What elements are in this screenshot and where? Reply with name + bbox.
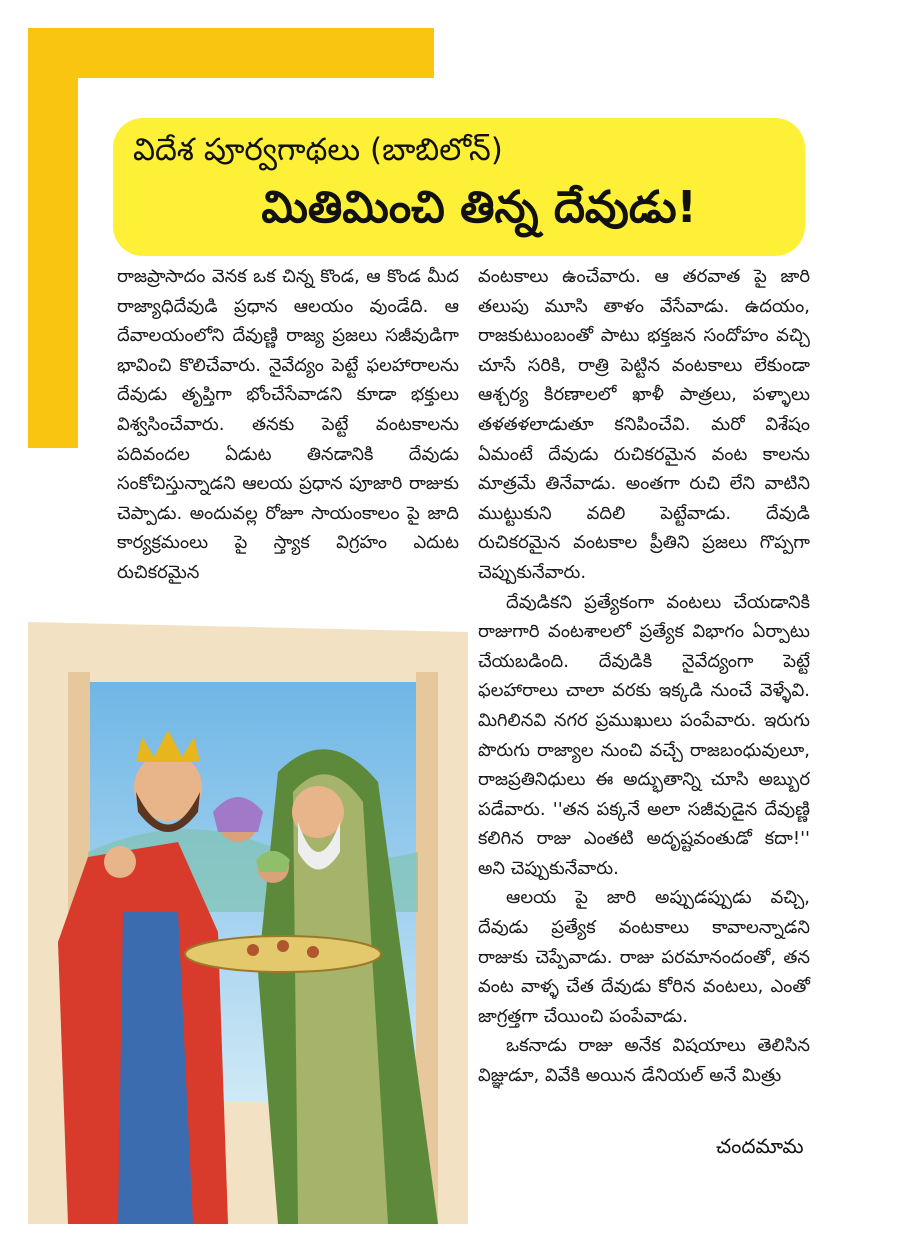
paragraph: దేవుడికని ప్రత్యేకంగా వంటలు చేయడానికి రాజుగారి వంటశాలలో ప్రత్యేక విభాగం ఏర్పాటు చేయబడింది. దేవుడికి నైవేద్యంగా పెట్టే ఫలహారాలు చాలా వరకు ఇక్కడి నుంచే వెళ్ళేవి. మిగిలినవి నగర ప్రముఖులు పంపేవారు. ఇరుగు పొరుగు రాజ్యాల నుంచి వచ్చే రాజబంధువులూ, రాజప్రతినిధులు ఈ అద్భుతాన్ని చూసి అబ్బుర పడేవారు. ''తన పక్కనే అలా సజీవుడైన దేవుణ్ణి కలిగిన రాజు ఎంతటి అదృష్టవంతుడో కదా!'' అని చెప్పుకునేవారు. xyxy=(478,591,810,879)
paragraph xyxy=(478,262,810,588)
title-banner xyxy=(113,118,805,256)
paragraph: ఆలయ పై జారి అప్పుడప్పుడు వచ్చి, దేవుడు ప్రత్యేక వంటకాలు కావాలన్నాడని రాజుకు చెప్పేవాడు. రాజు పరమానందంతో, తన వంట వాళ్ళ చేత దేవుడు కోరిన వంటలు, ఎంతో జాగ్రత్తగా చేయించి పంపేవాడు. xyxy=(478,887,810,1027)
paragraph-continuation: వంటకాలు ఉంచేవారు. ఆ తరవాత పై జారి xyxy=(478,266,810,287)
story-illustration xyxy=(28,612,468,1224)
paragraph-continuation-rest: తలుపు మూసి తాళం వేసేవాడు. ఉదయం, రాజకుటుంబంతో పాటు భక్తజన సందోహం వచ్చి చూసే సరికి, రాత్రి పెట్టిన వంటకాలు లేకుండా ఆశ్చర్య కిరణాలలో ఖాళీ పాత్రలు, పళ్ళాలు తళతళలాడుతూ కనిపించేవి. మరో విశేషం ఏమంటే దేవుడు రుచికరమైన వంట కాలను మాత్రమే తినేవాడు. అంతగా రుచి లేని వాటిని ముట్టుకుని వదిలి పెట్టేవాడు. దేవుడి రుచికరమైన వంటకాల ప్రీతిని ప్రజలు గొప్పగా చెప్పుకునేవారు. xyxy=(478,295,810,583)
paragraph: రాజప్రాసాదం వెనక ఒక చిన్న కొండ, ఆ కొండ మీద రాజ్యాధిదేవుడి ప్రధాన ఆలయం వుండేది. ఆ దేవాలయంలోని దేవుణ్ణి రాజ్య ప్రజలు సజీవుడిగా భావించి కొలిచేవారు. నైవేద్యం పెట్టే ఫలహారాలను దేవుడు తృప్తిగా భోంచేసేవాడని కూడా భక్తులు విశ్వసించేవారు. తనకు పెట్టే వంటకాలను పదివందల ఏడుట తినడానికి దేవుడు సంకోచిస్తున్నాడని ఆలయ ప్రధాన పూజారి రాజుకు చెప్పాడు. అందువల్ల రోజూ సాయంకాలం పై జాది కార్యక్రమంలు పై స్త్యాక విగ్రహం ఎదుట రుచికరమైన xyxy=(117,266,459,583)
left-column xyxy=(117,262,459,588)
series-title: విదేశ పూర్వగాథలు (బాబిలోన్) xyxy=(133,132,503,168)
story-title: మితిమించి తిన్న దేవుడు! xyxy=(261,182,697,233)
right-column xyxy=(478,262,810,1091)
decorative-frame-left xyxy=(28,28,78,448)
paragraph: ఒకనాడు రాజు అనేక విషయాలు తెలిసిన విజ్ఞుడూ, వివేకి అయిన డేనియల్ అనే మిత్రు xyxy=(478,1035,810,1087)
magazine-name: చందమామ xyxy=(716,1134,804,1158)
decorative-frame-top xyxy=(28,28,434,78)
